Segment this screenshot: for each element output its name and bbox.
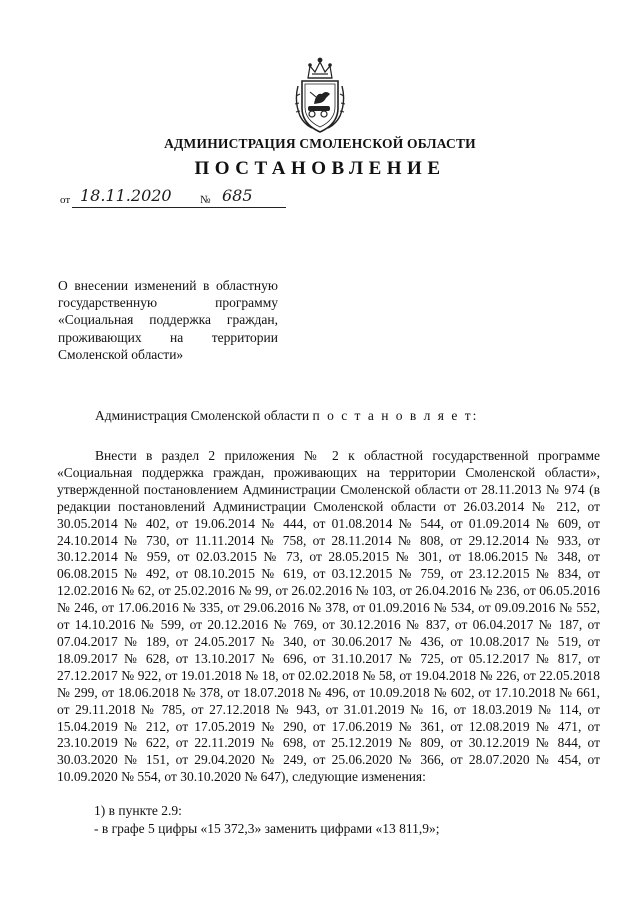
number-underline	[212, 207, 286, 208]
document-subject: О внесении изменений в областную государственную программу «Социальная поддержка граждан, проживающих на территории Смоленской области»	[58, 278, 278, 362]
number-label: №	[200, 194, 211, 206]
organization-title: АДМИНИСТРАЦИЯ СМОЛЕНСКОЙ ОБЛАСТИ	[164, 136, 476, 151]
handwritten-number: 685	[222, 186, 253, 205]
date-number-line	[60, 187, 320, 209]
main-paragraph	[57, 448, 600, 786]
preamble-paragraph	[57, 408, 600, 425]
preamble-resolves: п о с т а н о в л я е т:	[312, 408, 479, 423]
main-paragraph-text: Внести в раздел 2 приложения № 2 к областной государственной программе «Социальная поддержка граждан, проживающих на территории Смоленской области», утвержденной постановлением Администрации Смоленской области от 28.11.2013 № 974 (в редакции постановлений Администрации Смоленской области от 26.03.2014 № 212, от 30.05.2014 № 402, от 19.06.2014 № 444, от 01.08.2014 № 544, от 01.09.2014 № 609, от 24.10.2014 № 730, от 11.11.2014 № 758, от 28.11.2014 № 808, от 29.12.2014 № 933, от 30.12.2014 № 959, от 02.03.2015 № 73, от 28.05.2015 № 301, от 18.06.2015 № 348, от 06.08.2015 № 492, от 08.10.2015 № 619, от 03.12.2015 № 759, от 23.12.2015 № 834, от 12.02.2016 № 62, от 25.02.2016 № 99, от 26.02.2016 № 103, от 26.04.2016 № 236, от 06.05.2016 № 246, от 17.06.2016 № 335, от 29.06.2016 № 378, от 01.09.2016 № 534, от 09.09.2016 № 552, от 14.10.2016 № 599, от 20.12.2016 № 769, от 30.12.2016 № 837, от 06.04.2017 № 187, от 07.04.2017 № 189, от 24.05.2017 № 340, от 30.06.2017 № 436, от 10.08.2017 № 519, от 18.09.2017 № 628, от 13.10.2017 № 696, от 31.10.2017 № 725, от 05.12.2017 № 817, от 27.12.2017 № 922, от 19.01.2018 № 18, от 02.02.2018 № 58, от 19.04.2018 № 226, от 22.05.2018 № 299, от 18.06.2018 № 378, от 18.07.2018 № 496, от 10.09.2018 № 602, от 17.10.2018 № 661, от 29.11.2018 № 785, от 27.12.2018 № 943, от 31.01.2019 № 16, от 18.03.2019 № 114, от 15.04.2019 № 212, от 17.05.2019 № 290, от 17.06.2019 № 361, от 12.08.2019 № 471, от 23.10.2019 № 622, от 22.11.2019 № 698, от 25.12.2019 № 809, от 30.12.2019 № 844, от 30.03.2020 № 151, от 29.04.2020 № 249, от 25.06.2020 № 366, от 28.07.2020 № 454, от 10.09.2020 № 554,	[57, 448, 600, 785]
list-item-1: 1) в пункте 2.9:	[94, 803, 182, 818]
document-type-title: ПОСТАНОВЛЕНИЕ	[194, 158, 446, 179]
coat-of-arms-emblem	[290, 56, 350, 136]
main-paragraph-tail: от 30.10.2020 № 647), следующие изменения:	[164, 769, 426, 785]
preamble-lead: Администрация Смоленской области	[95, 408, 313, 423]
list-item-1-sub: - в графе 5 цифры «15 372,3» заменить цифрами «13 811,9»;	[94, 821, 440, 836]
date-from-label: от	[60, 194, 71, 206]
handwritten-date: 18.11.2020	[80, 186, 172, 205]
